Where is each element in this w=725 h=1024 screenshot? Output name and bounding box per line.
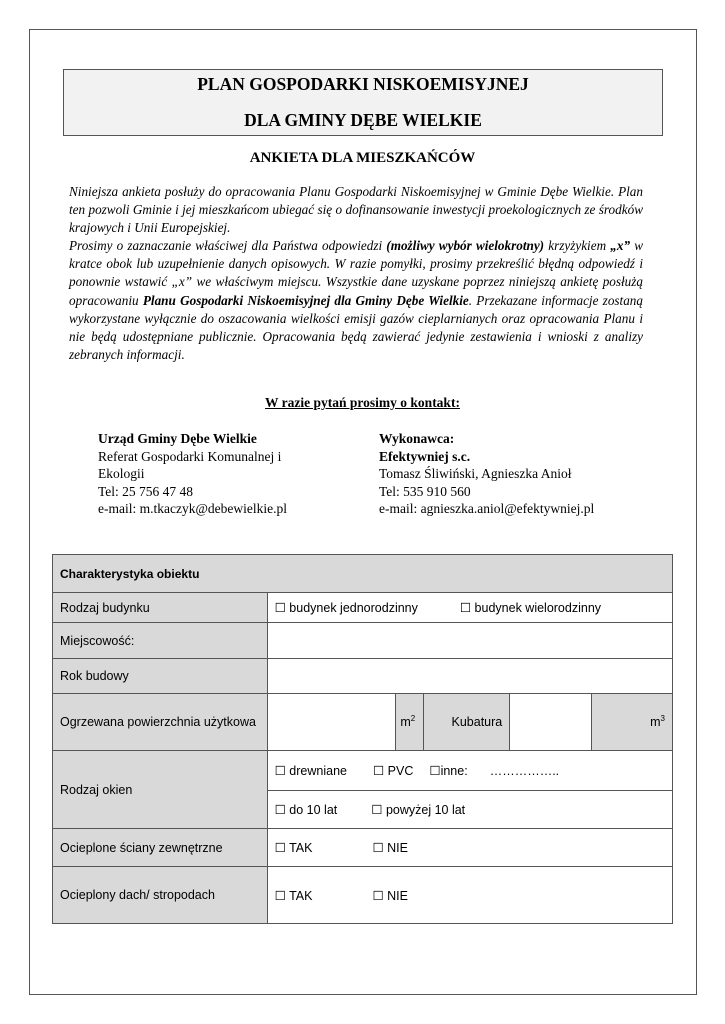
contact-left <box>98 430 287 518</box>
checkbox-walls-yes[interactable]: ☐ TAK <box>274 841 313 855</box>
checkbox-walls-no[interactable]: ☐ NIE <box>372 841 408 855</box>
windows-label: Rodzaj okien <box>53 751 268 829</box>
t: m <box>400 715 411 730</box>
checkbox-multi-family[interactable]: ☐ budynek wielorodzinny <box>459 601 602 615</box>
contractor-tel: Tel: 535 910 560 <box>379 483 471 499</box>
office-name: Urząd Gminy Dębe Wielkie <box>98 431 257 446</box>
checkbox-roof-no[interactable]: ☐ NIE <box>372 888 408 903</box>
title-line-2: DLA GMINY DĘBE WIELKIE <box>244 110 482 130</box>
walls-options <box>267 829 672 867</box>
locality-label: Miejscowość: <box>53 623 268 659</box>
windows-age <box>267 791 672 829</box>
volume-label: Kubatura <box>424 694 510 751</box>
volume-field[interactable] <box>510 694 592 751</box>
t: m <box>650 715 661 730</box>
walls-label: Ocieplone ściany zewnętrzne <box>53 829 268 867</box>
intro-p1: Niniejsza ankieta posłuży do opracowania Planu Gospodarki Niskoemisyjnej w Gminie Dębe Wielkie. Plan ten pozwoli Gminie i jej mieszkańcom ubiegać się o dofinansowanie inwestycji proekologicznych ze środków krajowych i Unii Europejskiej. <box>69 184 643 236</box>
t: w kratce obok lub uzupełnienie danych opisowych. W razie pomyłki, prosimy przekreślić błędną odpowiedź i ponownie wstawić „x” we właściwym miejscu. Wszystkie dane uzyskane poprzez niniejszą ankietę posłużą opracowaniu <box>69 238 643 308</box>
subtitle: ANKIETA DLA MIESZKAŃCÓW <box>249 150 476 166</box>
year-field[interactable] <box>267 659 672 694</box>
building-type-options <box>267 593 672 623</box>
office-tel: Tel: 25 756 47 48 <box>98 483 194 499</box>
checkbox-wood[interactable]: ☐ drewniane <box>274 764 347 778</box>
building-type-label: Rodzaj budynku <box>53 593 268 623</box>
title-line-1: PLAN GOSPODARKI NISKOEMISYJNEJ <box>197 74 529 94</box>
t: „x” <box>610 238 631 254</box>
checkbox-under-10[interactable]: ☐ do 10 lat <box>274 803 338 817</box>
table-header: Charakterystyka obiektu <box>53 555 673 593</box>
contractor-name: Efektywniej s.c. <box>379 448 471 464</box>
checkbox-other[interactable]: ☐inne: <box>429 764 468 778</box>
office-dept: Referat Gospodarki Komunalnej i <box>98 448 282 464</box>
area-field[interactable] <box>267 694 396 751</box>
checkbox-roof-yes[interactable]: ☐ TAK <box>274 888 313 903</box>
contractor-label: Wykonawca: <box>379 431 455 446</box>
title-box <box>63 69 663 136</box>
contractor-people: Tomasz Śliwiński, Agnieszka Anioł <box>379 466 572 481</box>
t: Prosimy o zaznaczanie właściwej dla Państwa odpowiedzi <box>69 238 387 254</box>
area-label: Ogrzewana powierzchnia użytkowa <box>53 694 268 751</box>
checkbox-pvc[interactable]: ☐ PVC <box>372 764 414 778</box>
volume-unit <box>592 694 673 751</box>
t: (możliwy wybór wielokrotny) <box>386 238 545 254</box>
contact-heading: W razie pytań prosimy o kontakt: <box>265 395 460 410</box>
intro-text <box>69 183 643 364</box>
survey-table <box>52 554 673 924</box>
contact-right <box>379 430 594 518</box>
contractor-email[interactable]: e-mail: agnieszka.aniol@efektywniej.pl <box>379 501 595 516</box>
t: . Przekazane informacje zostaną wykorzystane wyłącznie do oszacowania wielkości emisji gazów cieplarnianych oraz opracowania Planu i nie będą udostępniane publicznie. Opracowania będą zawierać jedynie zestawienia i wnioski z analizy zebranych informacji. <box>69 292 643 362</box>
t: 2 <box>410 714 416 724</box>
area-unit <box>396 694 424 751</box>
t: krzyżykiem <box>544 238 611 254</box>
roof-label: Ocieplony dach/ stropodach <box>53 867 268 924</box>
checkbox-over-10[interactable]: ☐ powyżej 10 lat <box>371 803 466 817</box>
checkbox-single-family[interactable]: ☐ budynek jednorodzinny <box>274 601 418 615</box>
t: 3 <box>660 714 665 724</box>
windows-material <box>267 751 672 791</box>
intro-p2 <box>69 237 643 364</box>
t: Planu Gospodarki Niskoemisyjnej dla Gminy Dębe Wielkie <box>142 292 469 308</box>
year-label: Rok budowy <box>53 659 268 694</box>
other-fill[interactable]: …………….. <box>489 764 560 778</box>
office-dept-2: Ekologii <box>98 466 145 481</box>
roof-options <box>267 867 672 924</box>
office-email[interactable]: e-mail: m.tkaczyk@debewielkie.pl <box>98 501 287 516</box>
locality-field[interactable] <box>267 623 672 659</box>
